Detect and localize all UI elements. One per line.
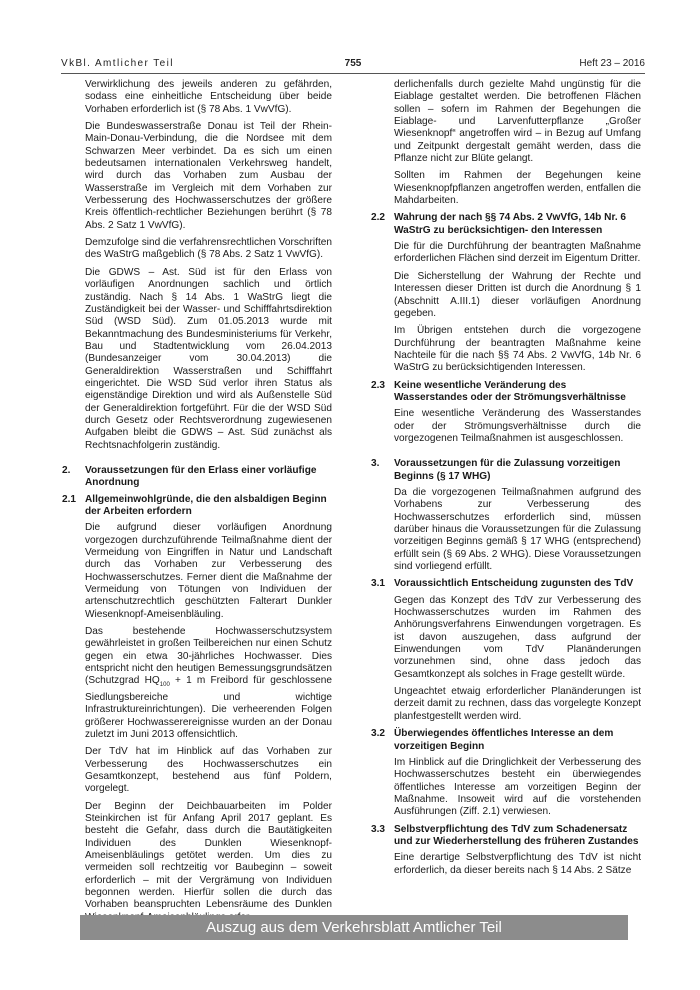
section-heading xyxy=(62,494,332,519)
footer-banner: Auszug aus dem Verkehrsblatt Amtlicher Teil xyxy=(80,915,628,940)
paragraph: Demzufolge sind die verfahrensrechtlichen Vorschriften des WaStrG maßgeblich (§ 78 Abs. 2 Satz 1 VwVfG). xyxy=(85,237,332,261)
journal-title: VkBl. Amtlicher Teil xyxy=(61,58,174,69)
paragraph: Da die vorgezogenen Teilmaßnahmen aufgrund des Vorhabens zur Verbesserung des Hochwasserschutzes erforderlich sind, müssen darüber hinaus die Voraussetzungen für die Zulassung vorzeitigen Beginns gemäß § 17 WHG (entsprechend) erfüllt sein (§ 69 Abs. 2 WHG). Diese Voraussetzungen sind vorliegend erfüllt. xyxy=(394,486,641,573)
paragraph: Gegen das Konzept des TdV zur Verbesserung des Hochwasserschutzes wurden im Rahmen des Anhörungsverfahrens Einwendungen vorgetragen. Es ist davon auszugehen, dass aufgrund der Einwendungen vom TdV Planänderungen vorzunehmen sind, ohne dass jedoch das Gesamtkonzept als solches in Frage gestellt würde. xyxy=(394,594,641,680)
issue-label: Heft 23 – 2016 xyxy=(579,58,645,69)
subscript: 100 xyxy=(159,682,170,689)
paragraph: Im Übrigen entstehen durch die vorgezogene Durchführung der beantragten Maßnahme keine Nachteile für die nach §§ 74 Abs. 2 VwVfG, 14b Nr. 6 WaStrG zu berücksichtigenden Interessen. xyxy=(394,325,641,374)
section-number: 3.1 xyxy=(371,578,386,590)
section-number: 2.3 xyxy=(371,379,386,391)
left-column xyxy=(62,79,332,929)
paragraph xyxy=(85,626,332,741)
section-heading xyxy=(371,458,641,483)
paragraph-text: + 1 m Freibord für geschlossene Siedlungsbereiche und wichtige Infrastruktureinrichtungen). Die verheerenden Folgen größerer Hochwasserereignisse wurden an der Donau zuletzt im Juni 2013 offensichtlich. xyxy=(85,675,332,740)
paragraph: Der TdV hat im Hinblick auf das Vorhaben zur Verbesserung des Hochwasserschutzes ein Gesamtkonzept, bestehend aus fünf Poldern, vorgelegt. xyxy=(85,746,332,795)
section-title: Keine wesentliche Veränderung des Wasserstandes oder der Strömungsverhältnisse xyxy=(394,379,626,403)
page-header xyxy=(61,56,645,74)
paragraph: Die aufgrund dieser vorläufigen Anordnung vorgezogen durchzuführende Teilmaßnahme dient der Vermeidung von Eingriffen in Natur und Landschaft durch das Vorhaben zur Verbesserung des Hochwasserschutzes. Ferner dient die Maßnahme der Vermeidung von Tötungen von Individuen der artenschutzrechtlich geschützten Falterart Dunkler Wiesenknopf-Ameisenbläuling. xyxy=(85,522,332,620)
section-number: 3.2 xyxy=(371,728,386,740)
section-title: Wahrung der nach §§ 74 Abs. 2 VwVfG, 14b Nr. 6 WaStrG zu berücksichtigen- den Interessen xyxy=(394,212,627,236)
paragraph: Die Bundeswasserstraße Donau ist Teil der Rhein-Main-Donau-Verbindung, die die Nordsee mit dem Schwarzen Meer verbindet. Da es sich um einen bedeutsamen internationalen Verkehrsweg handelt, wird durch das Vorhaben zum Ausbau der Wasserstraße im Vergleich mit dem Vorhaben zur Verbesserung des Hochwasserschutzes der größere Kreis öffentlich-rechtlicher Beziehungen berührt (§ 78 Abs. 2 Satz 1 VwVfG). xyxy=(85,121,332,231)
section-number: 2.2 xyxy=(371,212,386,224)
paragraph: Eine derartige Selbstverpflichtung des TdV ist nicht erforderlich, da dieser bereits nach § 14 Abs. 2 Sätze xyxy=(394,852,641,876)
section-heading xyxy=(371,380,641,405)
section-title: Überwiegendes öffentliches Interesse an dem vorzeitigen Beginn xyxy=(394,728,614,752)
paragraph: Im Hinblick auf die Dringlichkeit der Verbesserung des Hochwasserschutzes besteht ein überwiegendes öffentliches Interesse am vorzeitigen Beginn der Maßnahme. Insoweit wird auf die vorstehenden Ausführungen (Ziff. 2.1) verwiesen. xyxy=(394,756,641,818)
page-number: 755 xyxy=(344,58,362,69)
paragraph: Der Beginn der Deichbauarbeiten im Polder Steinkirchen ist für Anfang April 2017 geplant. Es besteht die Gefahr, dass durch die Bautätigkeiten Individuen des Dunklen Wiesenknopf-Ameisenbläulings getötet werden. Um dies zu vermeiden soll rechtzeitig vor Baubeginn – soweit erforderlich – mit der Vergrämung von Individuen begonnen werden. Hierfür sollen die durch das Vorhaben beanspruchten Lebensräume des Dunklen xyxy=(85,800,332,911)
section-heading xyxy=(62,465,332,490)
section-title: Selbstverpflichtung des TdV zum Schadenersatz und zur Wiederherstellung des früheren Zustandes xyxy=(394,823,639,847)
section-heading xyxy=(371,578,641,590)
paragraph: Ungeachtet etwaig erforderlicher Planänderungen ist derzeit damit zu rechnen, dass das vorgelegte Konzept planfestgestellt werden wird. xyxy=(394,686,641,722)
paragraph-text: Das bestehende Hochwasserschutzsystem gewährleistet in großen Teilbereichen nur einen Schutz gegen ein etwa 30-jährliches Hochwasser. Dies entspricht nicht den heutigen Bemessungsgrundsätzen (Schutzgrad HQ xyxy=(85,626,332,687)
header-rule xyxy=(61,73,645,74)
section-title: Allgemeinwohlgründe, die den alsbaldigen Beginn der Arbeiten erfordern xyxy=(85,493,327,517)
paragraph: Eine wesentliche Veränderung des Wasserstandes oder der Strömungsverhältnisse durch die vorgezogenen Teilmaßnahmen ist ausgeschlossen. xyxy=(394,408,641,444)
section-number: 2. xyxy=(62,464,71,476)
section-heading xyxy=(371,212,641,237)
paragraph: Die GDWS – Ast. Süd ist für den Erlass von vorläufigen Anordnungen sachlich und örtlich zuständig. Nach § 14 Abs. 1 WaStrG liegt die Zuständigkeit bei der Wasser- und Schifffahrtsdirektion Süd (WSD Süd). Zum 01.05.2013 wurde mit Bekanntmachung des Bundesministeriums für Verkehr, Bau und Stadtentwicklung vom 26.04.2013 (Bundesanzeiger vom 30.04.2013) die Generaldirektion Wasserstraßen und Schifffahrt eingerichtet. Die WSD Süd verlor ihren Status als eigenständige Direktion und wird als Außenstelle Süd der Generaldirektion fortgeführt. Für die der WSD Süd durch Gesetz oder Rechtsverordnung zugewiesenen Aufgaben bleibt die GDWS – Ast. Süd zunächst als Rechtsnachfolgerin zuständig. xyxy=(85,266,332,451)
section-number: 2.1 xyxy=(62,493,77,505)
section-number: 3.3 xyxy=(371,823,386,835)
paragraph: Die Sicherstellung der Wahrung der Rechte und Interessen dieser Dritten ist durch die Anordnung § 1 (Abschnitt A.III.1) dieser vorläufigen Anordnung gegeben. xyxy=(394,270,641,319)
section-title: Voraussetzungen für den Erlass einer vorläufige Anordnung xyxy=(85,464,317,489)
paragraph: Die für die Durchführung der beantragten Maßnahme erforderlichen Flächen sind derzeit im Eigentum Dritter. xyxy=(394,241,641,265)
paragraph: Sollten im Rahmen der Begehungen keine Wiesenknopfpflanzen angetroffen werden, entfallen die Mahdarbeiten. xyxy=(394,170,641,207)
paragraph: Verwirklichung des jeweils anderen zu gefährden, sodass eine einheitliche Entscheidung über beide Vorhaben erforderlich ist (§ 78 Abs. 1 VwVfG). xyxy=(85,79,332,115)
section-title: Voraussichtlich Entscheidung zugunsten des TdV xyxy=(394,578,634,590)
section-number: 3. xyxy=(371,458,380,470)
section-heading xyxy=(371,824,641,849)
section-heading xyxy=(371,728,641,753)
section-title: Voraussetzungen für die Zulassung vorzeitigen Beginns (§ 17 WHG) xyxy=(394,458,621,482)
paragraph: derlichenfalls durch gezielte Mahd ungünstig für die Eiablage gestaltet werden. Die betroffenen Flächen sollen – sofern im Rahmen der Begehungen die Eiablage- und Larvenfutterpflanze „Großer Wiesenknopf“ angetroffen wird – in Bezug auf Umfang und Zeitpunkt dergestalt gemäht werden, dass die Pflanze nicht zur Blüte gelangt. xyxy=(394,79,641,165)
right-column xyxy=(371,79,641,882)
